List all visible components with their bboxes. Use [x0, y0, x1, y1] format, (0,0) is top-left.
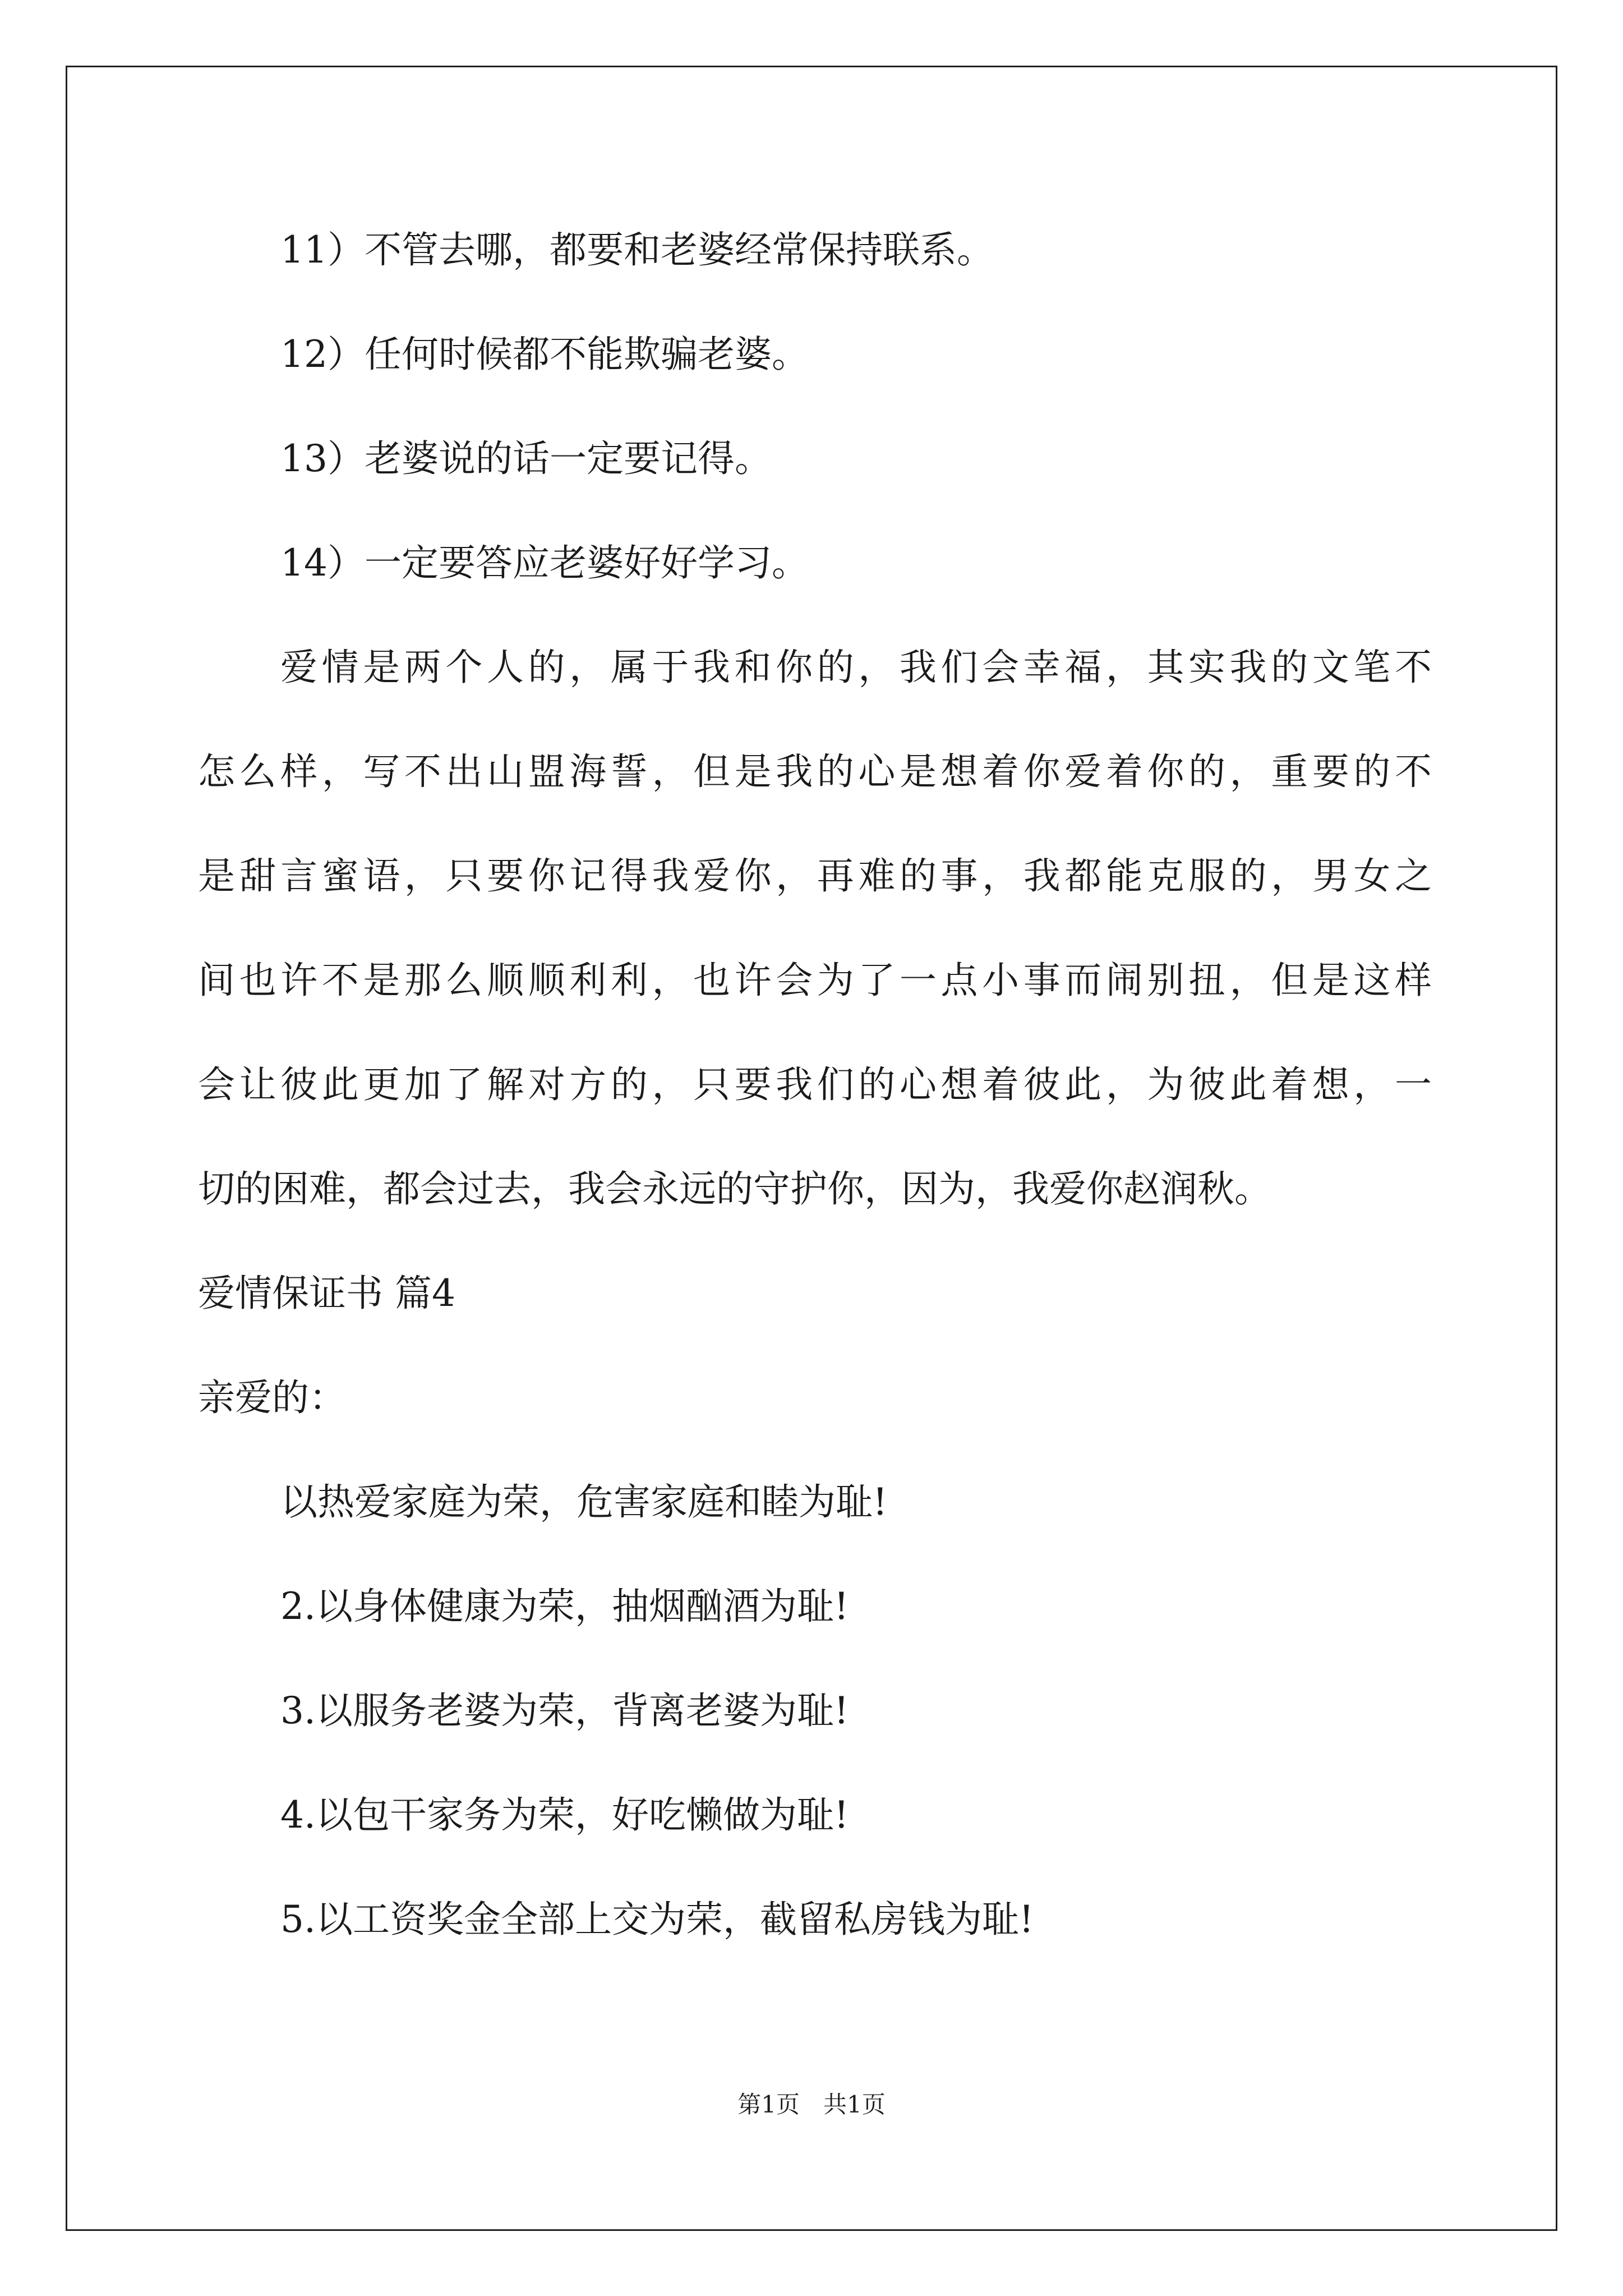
- paragraph-line: 爱情是两个人的，属于我和你的，我们会幸福，其实我的文笔不: [280, 646, 1432, 689]
- paragraph-line: 间也许不是那么顺顺利利，也许会为了一点小事而闹别扭，但是这样: [198, 959, 1432, 1002]
- list-item: 11）不管去哪，都要和老婆经常保持联系。: [280, 228, 994, 272]
- salutation: 亲爱的：: [198, 1376, 346, 1419]
- list-item: 3.以服务老婆为荣，背离老婆为耻!: [280, 1689, 849, 1732]
- list-item: 4.以包干家务为荣，好吃懒做为耻!: [280, 1793, 849, 1837]
- paragraph-line: 怎么样，写不出山盟海誓，但是我的心是想着你爱着你的，重要的不: [198, 750, 1432, 793]
- paragraph-line: 切的困难，都会过去，我会永远的守护你，因为，我爱你赵润秋。: [198, 1167, 1271, 1211]
- list-item: 14）一定要答应老婆好好学习。: [280, 541, 809, 585]
- list-item: 12）任何时候都不能欺骗老婆。: [280, 333, 809, 376]
- list-item: 5.以工资奖金全部上交为荣，截留私房钱为耻!: [280, 1898, 1034, 1941]
- paragraph-line: 是甜言蜜语，只要你记得我爱你，再难的事，我都能克服的，男女之: [198, 854, 1432, 898]
- list-item: 2.以身体健康为荣，抽烟酗酒为耻!: [280, 1585, 849, 1628]
- section-title: 爱情保证书 篇4: [198, 1272, 455, 1315]
- paragraph-line: 会让彼此更加了解对方的，只要我们的心想着彼此，为彼此着想，一: [198, 1063, 1432, 1106]
- list-item: 以热爱家庭为荣，危害家庭和睦为耻!: [280, 1480, 888, 1524]
- page-footer: 第1页 共1页: [737, 2091, 886, 2118]
- list-item: 13）老婆说的话一定要记得。: [280, 437, 772, 480]
